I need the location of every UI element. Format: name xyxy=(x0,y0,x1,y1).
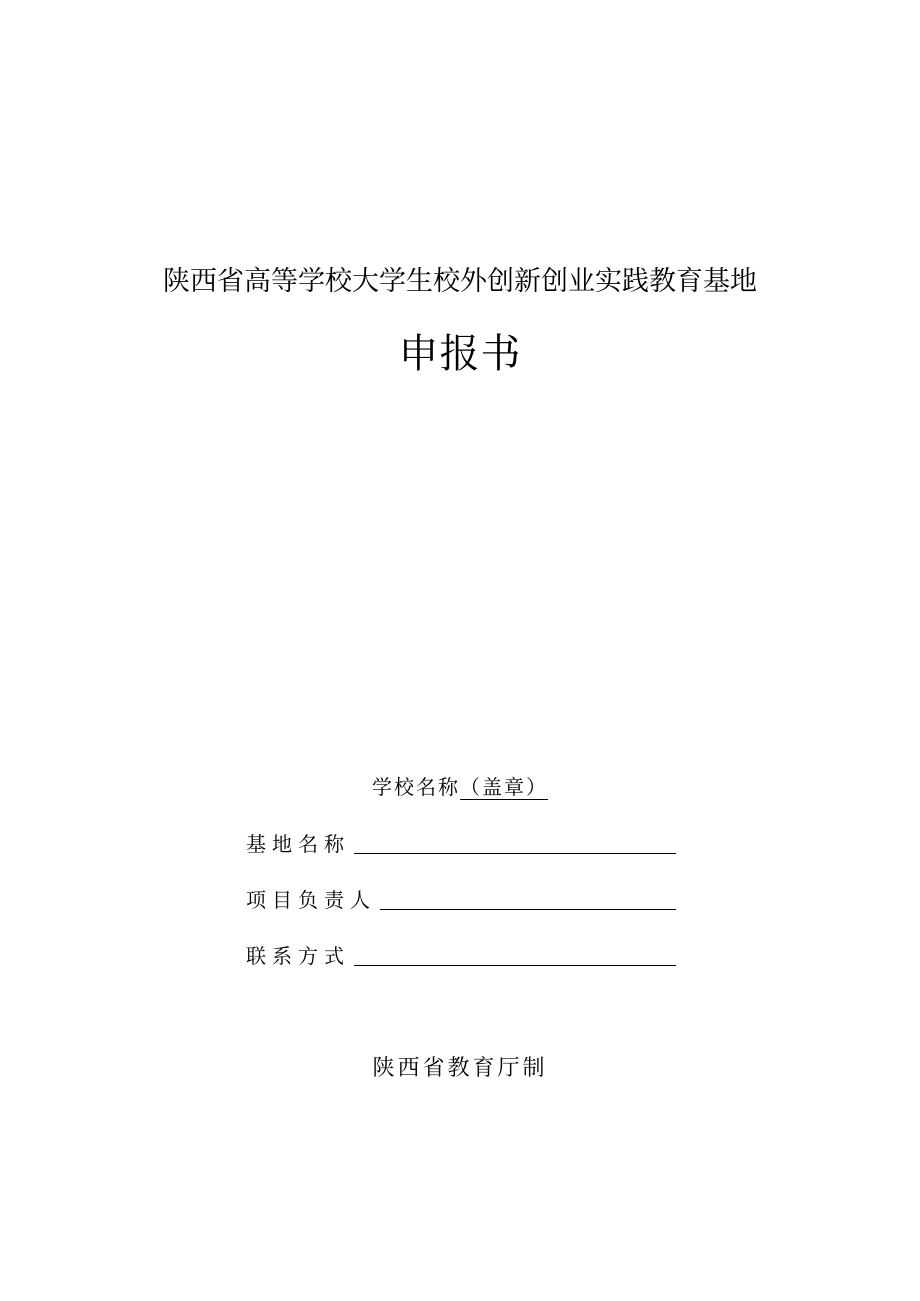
school-stamp-note: （盖章） xyxy=(460,775,548,799)
school-name-line xyxy=(0,772,920,802)
contact-label: 联系方式 xyxy=(246,944,350,968)
project-leader-label: 项目负责人 xyxy=(246,888,376,912)
base-name-field xyxy=(246,829,676,861)
base-name-blank-line[interactable] xyxy=(354,829,676,854)
document-subtitle: 申报书 xyxy=(398,331,522,377)
issuer-footer: 陕西省教育厅制 xyxy=(372,1056,548,1081)
contact-field xyxy=(246,941,676,973)
base-name-label: 基地名称 xyxy=(246,832,350,856)
project-leader-field xyxy=(246,885,676,917)
contact-blank-line[interactable] xyxy=(354,941,676,966)
school-name-label: 学校名称 xyxy=(372,775,460,799)
document-title: 陕西省高等学校大学生校外创新创业实践教育基地 xyxy=(163,266,757,297)
project-leader-blank-line[interactable] xyxy=(380,885,676,910)
